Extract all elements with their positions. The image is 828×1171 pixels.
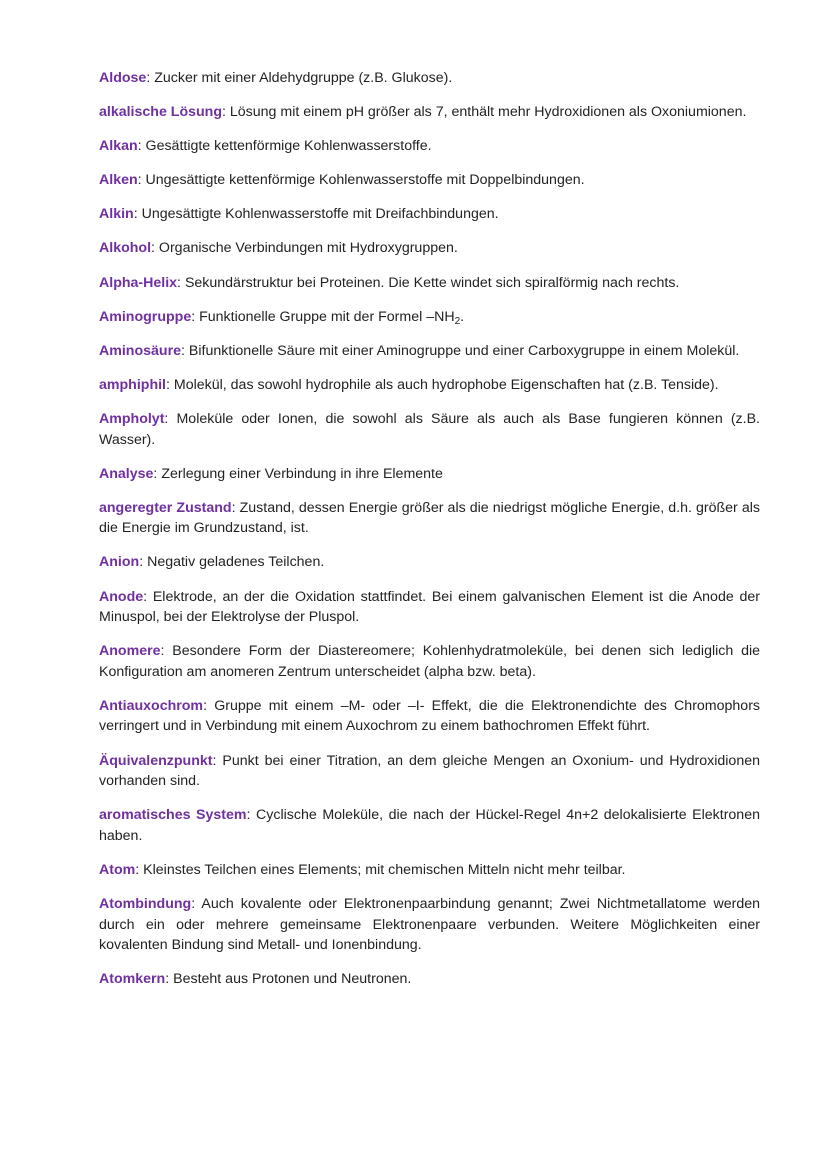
glossary-entry-alpha-helix: Alpha-Helix: Sekundärstruktur bei Proteinen. Die Kette windet sich spiralförmig nach rechts. <box>99 274 680 291</box>
glossary-term: Atomkern <box>99 971 166 988</box>
glossary-definition: Funktionelle Gruppe mit der Formel –NH <box>199 308 455 325</box>
glossary-entry-aequivalenzpunkt: Äquivalenzpunkt: Punkt bei einer Titration, an dem gleiche Mengen an Oxonium- und Hydroxidionen vorhanden sind. <box>99 752 760 790</box>
glossary-entry-atom: Atom: Kleinstes Teilchen eines Elements; mit chemischen Mitteln nicht mehr teilbar. <box>99 861 626 878</box>
glossary-definition: Organische Verbindungen mit Hydroxygruppen. <box>158 240 458 257</box>
glossary-term: Analyse <box>99 465 154 482</box>
glossary-definition: Ungesättigte Kohlenwasserstoffe mit Dreifachbindungen. <box>141 206 499 223</box>
glossary-entry-alkin: Alkin: Ungesättigte Kohlenwasserstoffe mit Dreifachbindungen. <box>99 206 499 223</box>
glossary-definition: Punkt bei einer Titration, an dem gleiche Mengen an Oxonium- und Hydroxidionen vorhanden sind. <box>99 752 760 790</box>
glossary-entry-aldose: Aldose: Zucker mit einer Aldehydgruppe (z.B. Glukose). <box>99 70 453 86</box>
glossary-definition: Bifunktionelle Säure mit einer Aminogruppe und einer Carboxygruppe in einem Molekül. <box>188 342 740 359</box>
glossary-definition: Besteht aus Protonen und Neutronen. <box>173 971 412 988</box>
glossary-definition: Zerlegung einer Verbindung in ihre Elemente <box>161 465 443 482</box>
glossary-definition: Besondere Form der Diastereomere; Kohlenhydratmoleküle, bei denen sich lediglich die Konfiguration am anomeren Zentrum unterscheidet (alpha bzw. beta). <box>99 643 760 680</box>
glossary-entry-analyse: Analyse: Zerlegung einer Verbindung in ihre Elemente <box>99 465 443 482</box>
glossary-term: Alkan <box>99 138 138 155</box>
glossary-term: Alken <box>99 172 138 189</box>
glossary-term: Anion <box>99 554 140 571</box>
glossary-entry-aromatisches-system: aromatisches System: Cyclische Moleküle, die nach der Hückel-Regel 4n+2 delokalisierte Elektronen haben. <box>99 807 760 844</box>
glossary-definition: Lösung mit einem pH größer als 7, enthält mehr Hydroxidionen als Oxoniumionen. <box>229 104 747 121</box>
glossary-definition: Kleinstes Teilchen eines Elements; mit chemischen Mitteln nicht mehr teilbar. <box>143 861 626 878</box>
glossary-entry-aminosaeure: Aminosäure: Bifunktionelle Säure mit einer Aminogruppe und einer Carboxygruppe in einem Molekül. <box>99 342 740 359</box>
glossary-definition: Molekül, das sowohl hydrophile als auch hydrophobe Eigenschaften hat (z.B. Tenside). <box>173 376 719 393</box>
glossary-term: Atombindung <box>99 896 192 913</box>
glossary-definition: Negativ geladenes Teilchen. <box>147 554 325 571</box>
glossary-definition: Sekundärstruktur bei Proteinen. Die Kette windet sich spiralförmig nach rechts. <box>184 274 680 291</box>
glossary-entry-alkalische-loesung: alkalische Lösung: Lösung mit einem pH größer als 7, enthält mehr Hydroxidionen als Oxoniumionen. <box>99 104 747 121</box>
glossary-term: Aldose <box>99 70 147 86</box>
glossary-definition: Ungesättigte kettenförmige Kohlenwasserstoffe mit Doppelbindungen. <box>145 172 585 189</box>
glossary-entry-anomere: Anomere: Besondere Form der Diastereomere; Kohlenhydratmoleküle, bei denen sich lediglich die Konfiguration am anomeren Zentrum unterscheidet (alpha bzw. beta). <box>99 643 760 680</box>
glossary-term: Alkohol <box>99 240 152 257</box>
glossary-entry-antiauxochrom: Antiauxochrom: Gruppe mit einem –M- oder –I- Effekt, die die Elektronendichte des Chromophors verringert und in Verbindung mit einem Auxochrom zu einem bathochromen Effekt führt. <box>99 697 761 735</box>
glossary-entry-aminogruppe: Aminogruppe: Funktionelle Gruppe mit der Formel $-NH_2$. <box>99 308 465 327</box>
glossary-entry-atombindung: Atombindung: Auch kovalente oder Elektronenpaarbindung genannt; Zwei Nichtmetallatome werden durch ein oder mehrere gemeinsame Elektronenpaare verbunden. Weitere Möglichkeiten einer kovalenten Bindung sind Metall- und Ionenbindung. <box>99 896 760 954</box>
glossary-term: Anode <box>99 588 144 605</box>
glossary-term: Aminosäure <box>99 342 181 359</box>
glossary-term: Ampholyt <box>99 410 165 427</box>
glossary-entry-alken: Alken: Ungesättigte kettenförmige Kohlenwasserstoffe mit Doppelbindungen. <box>99 172 585 189</box>
glossary-entry-angeregter-zustand: angeregter Zustand: Zustand, dessen Energie größer als die niedrigst mögliche Energie, d.h. größer als die Energie im Grundzustand, ist. <box>99 499 760 537</box>
glossary-entry-alkan: Alkan: Gesättigte kettenförmige Kohlenwasserstoffe. <box>99 138 432 155</box>
glossary-term: Alpha-Helix <box>99 274 178 291</box>
glossary-entry-amphiphil: amphiphil: Molekül, das sowohl hydrophile als auch hydrophobe Eigenschaften hat (z.B. Tenside). <box>99 376 719 393</box>
subscript: 2 <box>454 315 461 327</box>
glossary-definition: Auch kovalente oder Elektronenpaarbindung genannt; Zwei Nichtmetallatome werden durch ein oder mehrere gemeinsame Elektronenpaare verbunden. Weitere Möglichkeiten einer kovalenten Bindung sind Metall- und Ionenbindung. <box>99 896 760 954</box>
glossary-term: Antiauxochrom <box>99 697 204 714</box>
glossary-term: Aminogruppe <box>99 308 192 325</box>
glossary-entry-atomkern: Atomkern: Besteht aus Protonen und Neutronen. <box>99 971 412 988</box>
glossary-definition: Elektrode, an der die Oxidation stattfindet. Bei einem galvanischen Element ist die Anode der Minuspol, bei der Elektrolyse der Pluspol. <box>99 588 760 626</box>
glossary-definition: Zustand, dessen Energie größer als die niedrigst mögliche Energie, d.h. größer als die Energie im Grundzustand, ist. <box>99 499 760 537</box>
glossary-definition: Gesättigte kettenförmige Kohlenwasserstoffe. <box>145 138 432 155</box>
glossary-term: Anomere <box>99 643 161 660</box>
glossary-definition: Cyclische Moleküle, die nach der Hückel-Regel 4n+2 delokalisierte Elektronen haben. <box>99 807 760 844</box>
glossary-entry-ampholyt: Ampholyt: Moleküle oder Ionen, die sowohl als Säure als auch als Base fungieren können (z.B. Wasser). <box>99 410 760 448</box>
glossary-entry-alkohol: Alkohol: Organische Verbindungen mit Hydroxygruppen. <box>99 240 458 257</box>
glossary-entry-anode: Anode: Elektrode, an der die Oxidation stattfindet. Bei einem galvanischen Element ist die Anode der Minuspol, bei der Elektrolyse der Pluspol. <box>99 588 760 626</box>
glossary-term: Äquivalenzpunkt <box>99 752 213 769</box>
glossary-term: aromatisches System <box>99 807 247 824</box>
glossary-term: angeregter Zustand <box>99 499 232 516</box>
glossary-term: alkalische Lösung <box>99 104 222 121</box>
glossary-definition: Moleküle oder Ionen, die sowohl als Säure als auch als Base fungieren können (z.B. Wasser). <box>99 410 760 448</box>
glossary-definition: Gruppe mit einem –M- oder –I- Effekt, die die Elektronendichte des Chromophors verringert und in Verbindung mit einem Auxochrom zu einem bathochromen Effekt führt. <box>99 697 761 735</box>
glossary-term: amphiphil <box>99 376 166 393</box>
glossary-list <box>99 68 760 990</box>
glossary-term: Atom <box>99 861 136 878</box>
glossary-entry-anion: Anion: Negativ geladenes Teilchen. <box>99 554 325 571</box>
glossary-term: Alkin <box>99 206 134 223</box>
glossary-definition: Zucker mit einer Aldehydgruppe (z.B. Glukose). <box>154 70 453 86</box>
